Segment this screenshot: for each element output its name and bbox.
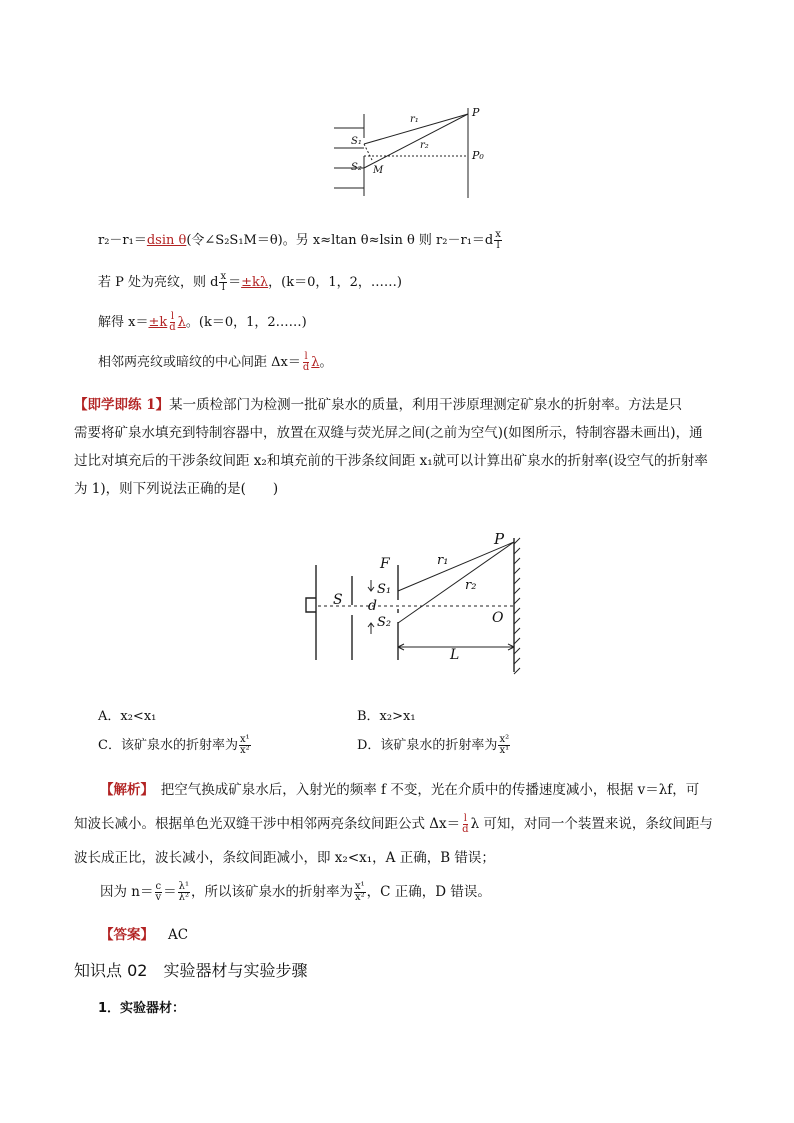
- fig1-label-S2: S₂: [351, 162, 362, 173]
- analysis-paragraph: 【解析】 把空气换成矿泉水后，入射光的频率 f 不变，光在介质中的传播速度减小，根据 v＝λf，可 知波长减小。根据单色光双缝干涉中相邻两亮条纹间距公式 Δx＝ $\frac{l}{d}$ λ 可知，对同一个装置来说，条纹间距与 波长成正比，波长减小，条纹间距减小，即 x₂<x₁，A 正确，B 错误； 因为 n＝ $\frac{c}{v}$ ＝ $\frac{\text{λ¹}}{\text{λ²}}$ ，所以该矿泉水的折射率为 $\frac{\text{x¹}}{\text{x²}}$ ，C 正确，D 错误。: [74, 782, 713, 903]
- option-b: B．x₂>x₁: [357, 709, 416, 724]
- fig2-label-O: O: [492, 610, 504, 626]
- fig1-label-P0: P₀: [472, 149, 484, 162]
- fig2-label-d: d: [368, 598, 377, 614]
- subsection-heading: 1．实验器材：: [98, 1001, 186, 1016]
- fig2-label-L: L: [450, 647, 460, 663]
- fig2-label-S2: S₂: [377, 615, 392, 630]
- fig1-label-r2: r₂: [420, 140, 429, 151]
- analysis-label: 【解析】: [100, 782, 148, 798]
- formula-path-difference: r₂－r₁＝dsin θ(令∠S₂S₁M＝θ)。另 x≈ltan θ≈lsin θ 则 r₂－r₁＝d $\frac{x}{l}$: [98, 229, 501, 251]
- option-d: D．该矿泉水的折射率为 $\frac{\text{x²}}{\text{x¹}}$: [357, 734, 510, 756]
- option-a: A．x₂<x₁: [98, 709, 157, 724]
- fig1-label-r1: r₁: [410, 114, 419, 125]
- answer-label: 【答案】: [100, 927, 154, 943]
- fig2-label-r2: r₂: [465, 578, 477, 593]
- section-heading: 知识点 02 实验器材与实验步骤: [74, 961, 308, 980]
- formula-solution-x: 解得 x＝±k $\frac{l}{d}$ λ。(k＝0，1，2……): [98, 311, 307, 333]
- fig2-label-r1: r₁: [437, 553, 449, 568]
- fig1-label-M: M: [373, 165, 384, 176]
- option-c: C．该矿泉水的折射率为 $\frac{\text{x¹}}{\text{x²}}$: [98, 734, 250, 756]
- answer-value: AC: [168, 927, 189, 943]
- fig2-label-S1: S₁: [377, 582, 392, 597]
- exercise-label: 【即学即练 1】: [74, 397, 170, 413]
- fig2-label-F: F: [380, 556, 390, 572]
- formula-fringe-spacing: 相邻两亮纹或暗纹的中心间距 Δx＝ $\frac{l}{d}$ λ。: [98, 351, 333, 373]
- fig1-label-P: P: [472, 106, 480, 119]
- fig1-label-S1: S₁: [351, 136, 362, 147]
- answer-line: [100, 923, 188, 943]
- fig2-label-S: S: [333, 592, 343, 608]
- fig2-label-P: P: [494, 530, 505, 548]
- exercise-paragraph: 【即学即练 1】某一质检部门为检测一批矿泉水的质量，利用干涉原理测定矿泉水的折射率。方法是只 需要将矿泉水填充到特制容器中，放置在双缝与荧光屏之间(之前为空气)(如图所示，特制容器未画出)，通 过比对填充后的干涉条纹间距 x₂和填充前的干涉条纹间距 x₁就可以计算出矿泉水的折射率(设空气的折射率 为 1)，则下列说法正确的是( ): [74, 397, 708, 497]
- formula-bright-fringe: 若 P 处为亮纹，则 d $\frac{x}{l}$ ＝±kλ，(k＝0，1，2，……): [98, 271, 402, 293]
